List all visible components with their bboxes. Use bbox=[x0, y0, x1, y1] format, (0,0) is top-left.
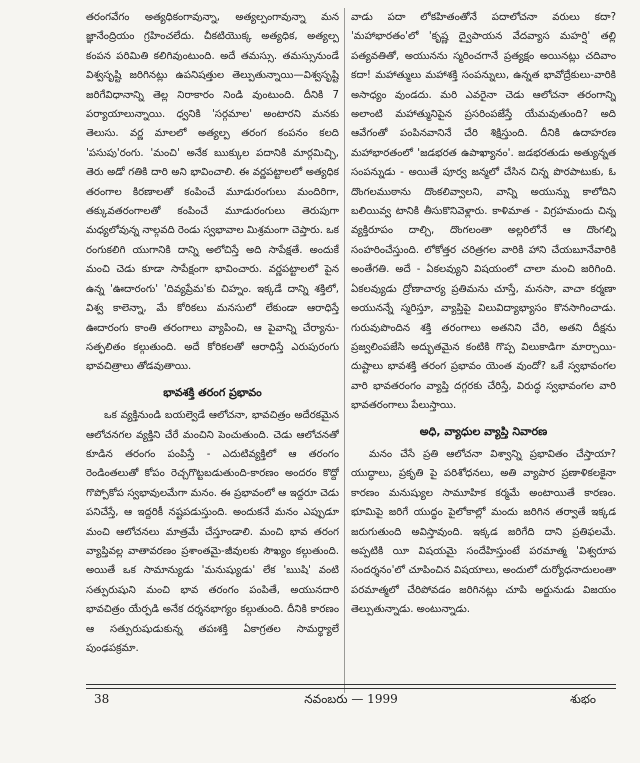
left-section-heading: భావశక్తి తరంగ ప్రభావం bbox=[163, 385, 262, 399]
right-paragraph-1: వాడు పదా లోకహితంతోనే పదాలోచనా వరులు కదా? 'మహాభారతం'లో 'కృష్ణ ద్వైపాయన వేదవ్యాస మహర్షి' తల్లి పత్యవతితో, అయునను స్మరించగానే ప్రత్యక్షం అయినట్లు చదివాం కదా! మహాత్ములు మహాశక్తి సంపన్నులు, ఉన్నత భావోద్రేకులు-వారికి అసాధ్యం వుండదు. మరి ఎవరైనా చెడు ఆలోచనా తరంగాన్ని అలాంటి మహాత్మునిపైన ప్రసరింపజేస్తే యేమవుతుంది? అది ఆవేగంతో పంపినవానినే చేరి శిక్షిస్తుంది. దీనికి ఉదాహరణ మహాభారతంలో 'జడభరత ఉపాఖ్యానం'. జడభరతుడు అత్యున్నత సంపన్నుడు - అయితే పూర్వ జన్మలో చేసిన చిన్న పొరపాటుకు, ఓ దొంగలముఠాను దొంకలివ్వాలని, వాన్ని అయున్ను కాలోదిని బలియివ్వ టానికి తీసుకొనివెళ్లారు. కాళిమాత - విగ్రహమందు చిన్న వ్యక్తిరూపం దాల్చి, దొంగలంతా అల్లరిలోనే ఆ దొంగల్ని సంహరించేస్తుంది. లోకోత్తర చరిత్రగల వారికి హాని చేయబూనేవారికి అంతేగతి. అదే - ఏకలవ్యుని విషయంలో చాలా మంచి జరిగింది. ఏకలవ్యుడు ద్రోణాచార్య ప్రతిమను చూస్తే, మనసా, వాచా కర్మణా అయునన్నే స్మరిస్తూ, వ్యాప్తిపై విలువిద్యాభ్యాసం కొనసాగించాడు. గురువుపొందిన శక్తి తరంగాలు అతనిని చేరి, అతని దీక్షను ప్రజ్వలింపజేసి అద్భుతమైన కంటికి గొప్ప విలుకాడిగా మార్చాయి-దుష్టాలు భావశక్తి తరంగ ప్రభావం యెంత వుందో? ఒకే స్వభావంగల వారి భావతరంగం వ్యాప్తి దగ్గరకు చేరిస్తే, విరుద్ధ స్వభావంగల వారి భావతరంగాలు పేలుస్తాయి. bbox=[351, 12, 616, 412]
issue-date: నవంబరు — 1999 bbox=[304, 692, 398, 706]
left-paragraph-2: ఒక వ్యక్తినుండి బయల్వెడే ఆలోచనా, భావచిత్రం అదేరకమైన ఆలోచనగల వ్యక్తిని చేరే మంచిని పెంచుతుంది. చెడు ఆలోచనతో కూడిన తరంగం పంపిస్తే - ఎదుటివ్యక్తిలో ఆ తరంగం రెండింతలుతో కోపం రెచ్చగొట్టబడుతుంది-కారణం అందరం కొద్దో గొప్పోకోప స్వభావులమేగా మనం. ఈ ప్రభావంలో ఆ ఇద్దరూ చెడు పనిచేస్తే, ఆ ఇద్దరికీ నష్టపడుస్తుంది. అందుకనే మనం ఎప్పుడూ మంచి ఆలోచనలు మాత్రమే చేస్తూండాలి. మంచి భావ తరంగ వ్యాప్తివల్ల వాతావరణం ప్రశాంతమై-జీవులకు సౌఖ్యం కల్గుతుంది. అయితే ఒక సామాన్యుడు 'మనుష్యుడు' లేక 'ఋషి' వంటి సత్పురుషుని మంచి భావ తరంగం పంపితే, అయునదారి భావచిత్రం యేర్పడి అనేక దర్శనభాగ్యం కల్గుతుంది. దీనికి కారణం ఆ సత్పురుషుడుకున్న తపఃశక్తి ఏకాగ్రతల సామర్థ్యాలే పుంఢపక్రమా. bbox=[86, 410, 339, 654]
left-paragraph-1: తరంగవేగం అత్యధికంగావున్నా, అత్యల్పంగావున్నా మన జ్ఞానేంద్రియం గ్రహించలేదు. చీకటియొక్క అత్యధిక, అత్యల్ప కంపన పరిమితి కలిగివుంటుంది. అదే తమస్సు. తమస్సునుండే విశ్వసృష్టి జరిగినట్లు ఉపనిషత్తుల తెల్పుతున్నాయి—విశ్వసృష్టి జరిగేవిధానాన్ని తెల్ల నిరాకారం నిండి వుంటుంది. దీనికి 7 పర్యాయాలున్నాయి. ధ్వనికి 'సర్గమాల' అంటారని మనకు తెలుసు. వర్ణ మాలలో అత్యల్ప తరంగ కంపనం కలది 'పసుపు'రంగు. 'మంచి' అనేక ఋక్కుల పదానికి మార్గమిచ్చి, తెరు అడో గతికి దారి అని భావించాలి. ఈ వర్ణపట్టాలలో అత్యధిక తరంగాల కిరణాలతో కంపించే మూడురంగులు మందిరిగా, తక్కువతరంగాలతో కంపించే మూడురంగులు తెరుపుగా మధ్యలోవున్న నాల్గవది రెండు స్వభావాల మిశ్రమంగా చెప్తారు. ఒక రంగుకలిగి యుగానికి దాన్ని అలోచిస్తే అది సాపేక్షతే. అందుకే మంచి చెడు కూడా సాపేక్షంగా భావించారు. వర్ణపట్టాలలో పైన ఉన్న 'ఊదారంగు' 'దివ్యప్రేమ'కు చిహ్నం. ఇక్కడే దాన్ని శక్తిలో, విశ్వ కాలెన్నా, మే కోరికలు మనసులో లేకుండా ఆరాధిస్తే ఊదారంగు కాంతి తరంగాలు వ్యాపించి, ఆ పైవాన్ని చేర్యాను-సత్ఫలితం కల్గుతుంది. అదే కోరికలతో ఆరాధిస్తే ఎరుపురంగు భావచిత్రాలు తోడవుతాయి. bbox=[86, 12, 339, 373]
left-column bbox=[86, 8, 339, 693]
footer-rule-bottom bbox=[86, 688, 616, 689]
footer-rule-top bbox=[86, 684, 616, 685]
column-divider bbox=[344, 8, 345, 693]
magazine-name: శుభం bbox=[570, 692, 596, 706]
right-column bbox=[351, 8, 616, 693]
page-footer bbox=[86, 692, 616, 712]
right-section-heading: అధి, వ్యాధుల వ్యాప్తి నివారణ bbox=[419, 424, 548, 438]
page-number: 38 bbox=[94, 692, 110, 706]
right-paragraph-2: మనం చేసే ప్రతి ఆలోచనా విశ్వాన్ని ప్రభావితం చేస్తాయా? యుద్ధాలు, ప్రకృతి పై పరిశోధనలు, అతి వ్యాపార ప్రణాళికలకైనా కారణం మనుష్యుల సామూహిక కర్మమే అంటాయితే కారణం. భూమిపై జరిగే యుద్ధం పైలోకాల్లో మందు జరిగిన తర్వాతే ఇక్కడ జరుగుతుంది అవిస్తావుంది. ఇక్కడ జరిగేది దాని ప్రతిఫలమే. అప్పటికి యీ విషయమై సందేహిస్తుంటే పరమాత్మ 'విశ్వరూప సందర్శనం'లో చూపించిన విషయాలు, అందులో దుర్యోధనాదులంతా పరమాత్మలో చేరిపోవడం జరిగినట్లు చూపి అర్జునుడు విజయం తెల్పుతున్నాడు. అంటున్నాడు. bbox=[351, 448, 616, 616]
